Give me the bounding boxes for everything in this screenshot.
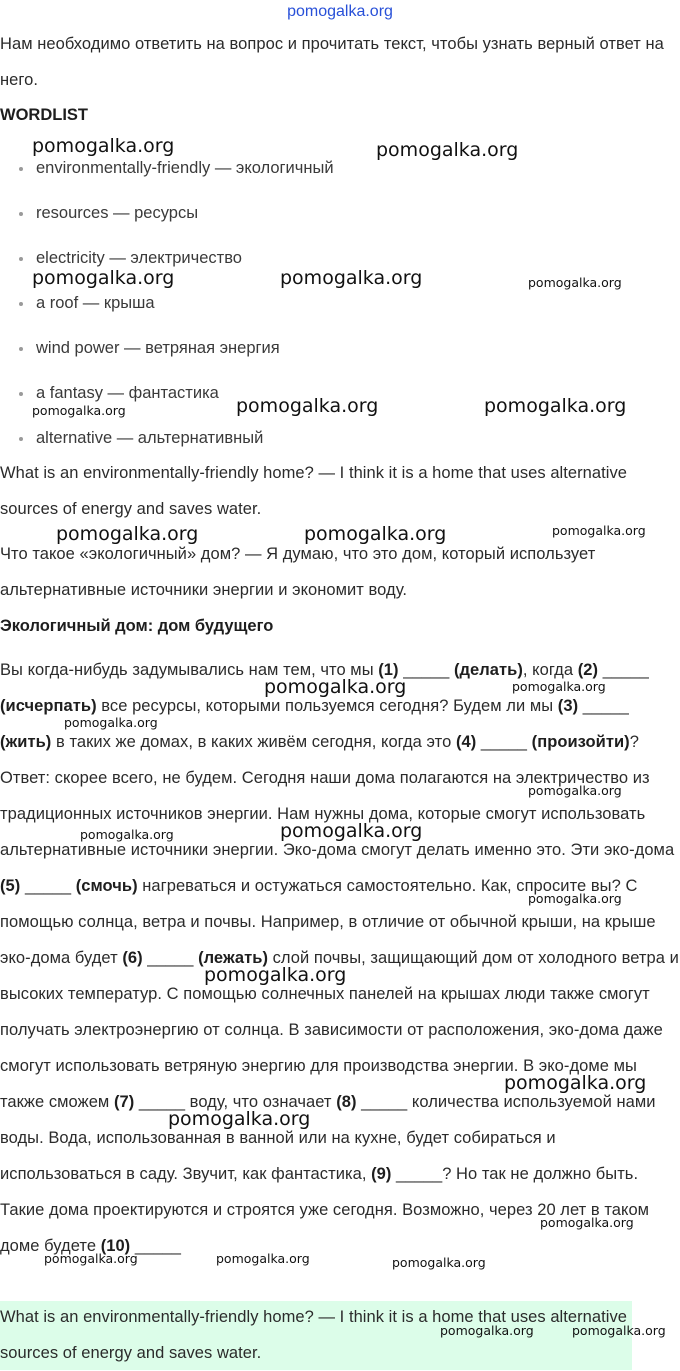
wordlist-item: a roof — крыша [36,291,155,315]
watermark: pomogalka.org [528,783,622,798]
site-link[interactable]: pomogalka.org [287,3,393,20]
watermark: pomogalka.org [572,1323,666,1338]
wordlist-item: wind power — ветряная энергия [36,336,280,360]
wordlist-item: resources — ресурсы [36,201,198,225]
watermark: pomogalka.org [376,139,519,161]
watermark: pomogalka.org [440,1323,534,1338]
wordlist-item: environmentally-friendly — экологичный [36,156,334,180]
watermark: pomogalka.org [540,1215,634,1230]
watermark: pomogalka.org [264,676,407,698]
wordlist-item: alternative — альтернативный [36,426,263,450]
watermark: pomogalka.org [80,827,174,842]
article-text: Вы когда-нибудь задумывались нам тем, что мы (1) _____ (делать), когда (2) _____ (исчерпать) все ресурсы, которыми пользуемся сегодня? Будем ли мы (3) _____ (жить) в таких же домах, в каких живём сегодня, когда это (4) _____ (произойти)? Ответ: скорее всего, не будем. Сегодня наши дома полагаются на электричество из традиционных источников энергии. Нам нужны дома, которые смогут использовать альтернативные источники энергии. Эко-дома смогут делать именно это. Эти эко-дома (5) _____ (смочь) нагреваться и остужаться самостоятельно. Как, спросите вы? С помощью солнца, ветра и почвы. Например, в отличие от обычной крыши, на крыше эко-дома будет (6) _____ (лежать) слой почвы, защищающий дом от холодного ветра и высоких температур. С помощью солнечных панелей на крышах люди также смогут получать электроэнергию от солнца. В зависимости от расположения, эко-дома даже смогут использовать ветряную энергию для производства энергии. В эко-доме мы также сможем (7) _____ воду, что означает (8) _____ количества используемой нами воды. Вода, использованная в ванной или на кухне, будет собираться и использоваться в саду. Звучит, как фантастика, (9) _____? Но так не должно быть. Такие дома проектируются и строятся уже сегодня. Возможно, через 20 лет в таком доме будете (10) _____ [0,661,679,1255]
watermark: pomogalka.org [216,1251,310,1266]
article-title: Экологичный дом: дом будущего [0,617,274,635]
wordlist-title: WORDLIST [0,106,88,124]
watermark: pomogalka.org [280,267,423,289]
watermark: pomogalka.org [56,523,199,545]
watermark: pomogalka.org [528,275,622,290]
watermark: pomogalka.org [280,820,423,842]
watermark: pomogalka.org [44,1251,138,1266]
intro-text: Нам необходимо ответить на вопрос и прочитать текст, чтобы узнать верный ответ на него. [0,35,664,89]
watermark: pomogalka.org [512,679,606,694]
answer-text: What is an environmentally-friendly home? — I think it is a home that uses alternative sources of energy and saves water. [0,1308,628,1362]
wordlist-item: a fantasy — фантастика [36,381,219,405]
watermark: pomogalka.org [304,523,447,545]
watermark: pomogalka.org [504,1072,647,1094]
watermark: pomogalka.org [528,891,622,906]
watermark: pomogalka.org [204,964,347,986]
watermark: pomogalka.org [552,523,646,538]
qa-english: What is an environmentally-friendly home? — I think it is a home that uses alternative sources of energy and saves water. [0,464,628,518]
qa-russian: Что такое «экологичный» дом? — Я думаю, что это дом, который использует альтернативные источники энергии и экономит воду. [0,545,596,599]
watermark: pomogalka.org [64,715,158,730]
watermark: pomogalka.org [168,1108,311,1130]
watermark: pomogalka.org [484,395,627,417]
watermark: pomogalka.org [32,267,175,289]
watermark: pomogalka.org [32,135,175,157]
watermark: pomogalka.org [32,403,126,418]
watermark: pomogalka.org [392,1255,486,1270]
watermark: pomogalka.org [236,395,379,417]
wordlist-item: electricity — электричество [36,246,242,270]
